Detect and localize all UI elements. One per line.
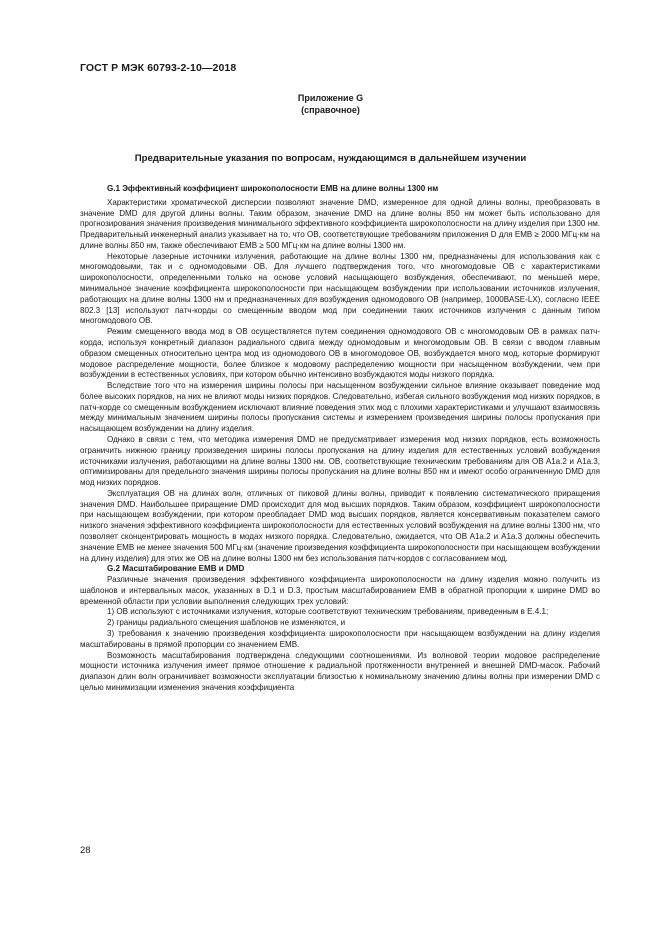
paragraph: Характеристики хроматической дисперсии позволяют значение DMD, измеренное для одной длины волны, преобразовать в значение DMD для другой длины волны. Таким образом, значение DMD на длине волны 850 нм может быть использовано для прогнозирования значения произведения минимального эффективного коэффициента широкополосности на длину изделия при 1300 нм. Предварительный инженерный анализ указывает на то, что OB, соответствующие требованиям приложения D для EMB ≥ 2000 МГц·км на длине волны 850 нм, также обеспечивают EMB ≥ 500 МГц·км на длине волны 1300 нм. — [80, 197, 600, 250]
section-g2-heading: G.2 Масштабирование EMB и DMD — [107, 564, 245, 574]
list-item: 2) границы радиального смещения шаблонов не изменяются, и — [107, 618, 346, 628]
paragraph: Режим смещенного ввода мод в OB осуществляется путем соединения одномодового OB с многомодовым OB в рамках патч-корда, используя конкретный диапазон радиального сдвига между одномодовым и многомодовым OB. В связи с вводом главным образом смещенных относительно центра мод из одномодового OB в многомодовое OB, возбуждается много мод, которые формируют модовое распределение мощности, более близкое к модовому распределению мощности при насыщенном возбуждении, чем при возбуждении в естественных условиях, при котором обычно интенсивно возбуждаются моды низкого порядка. — [80, 327, 600, 380]
appendix-label — [0, 93, 661, 116]
page-number: 28 — [80, 845, 91, 856]
paragraph: Некоторые лазерные источники излучения, работающие на длине волны 1300 нм, предназначены для использования как с многомодовыми, так и с одномодовыми OB. Для лучшего подтверждения того, что многомодовые OB с характеристиками широкополосности, определенными только на основе условий насыщающего возбуждения, обеспечивают, по меньшей мере, минимальное значение коэффициента широкополосности при насыщающем возбуждении при использовании источников излучения, работающих на длине волны 1300 нм и предназначенных для возбуждения одномодового OB (например, 1000BASE-LX), согласно IEEE 802.3 [13] используют патч-корды со смещенным вводом мод при соединении таких источников излучения с данным типом многомодового OB. — [80, 251, 600, 326]
appendix-note: (справочное) — [301, 104, 360, 115]
document-body — [80, 184, 600, 694]
main-title: Предварительные указания по вопросам, нуждающимся в дальнейшем изучении — [134, 153, 527, 164]
paragraph: Эксплуатация OB на длинах волн, отличных от пиковой длины волны, приводит к появлению систематического приращения значения DMD. Наибольшее приращение DMD происходит для мод высших порядков. Таким образом, коэффициент широкополосности при насыщающем возбуждении, при котором преобладает DMD мод высших порядков, является консервативным показателем самого низкого значения эффективного коэффициента широкополосности для естественных условий возбуждения на длине волны 1300 нм, что позволяет сконцентрировать мощность в модах низкого порядка. Следовательно, ожидается, что OB A1a.2 и A1a.3 должны обеспечить значение EMB не менее значения 500 МГц·км (значение произведения коэффициента широкополосности при насыщающем возбуждении на длину изделия) для этих же OB на длине волны 1300 нм без использования патч-кордов с согласованием мод. — [80, 488, 600, 563]
document-header: ГОСТ Р МЭК 60793-2-10—2018 — [80, 62, 237, 74]
paragraph: Вследствие того что на измерения ширины полосы при насыщенном возбуждении сильное влияние оказывает поведение мод более высоких порядков, на них не влияют моды низких порядков. Следовательно, избегая сильного возбуждения мод низких порядков, в патч-корде со смещенным возбуждением исключают влияние поведения этих мод с плохими характеристиками и улучшают взаимосвязь между минимальным значением ширины полосы пропускания системы и измерением произведения ширины полосы пропускания при насыщающем возбуждении на длину изделия. — [80, 381, 600, 434]
appendix-title: Приложение G — [297, 93, 364, 103]
paragraph: Однако в связи с тем, что методика измерения DMD не предусматривает измерения мод низких порядков, есть возможность ограничить нижнюю границу произведения ширины полосы пропускания на длину изделия для естественных условий возбуждения источниками излучения, работающими на длине волны 1300 нм. OB, соответствующие техническим требованиям для OB A1a.2 и A1a.3, оптимизированы для предельного значения ширины полосы пропускания на длине волны 850 нм и имеют особо ограниченную DMD для мод низких порядков. — [80, 434, 600, 488]
list-item: 3) требования к значению произведения коэффициента широкополосности при насыщающем возбуждении на длину изделия масштабированы в прямой пропорции со значением EMB. — [80, 629, 600, 649]
section-g1-heading: G.1 Эффективный коэффициент широкополосности EMB на длине волны 1300 нм — [107, 184, 439, 193]
paragraph: Возможность масштабирования подтверждена следующими соотношениями. Из волновой теории модовое распределение мощности источника излучения имеет прямое отношение к радиальной протяженности внутренней и внешней DMD-масок. Рабочий диапазон длин волн ограничивает возможности эксплуатации близостью к номинальному значению длины волны при измерении DMD с целью минимизации изменения значения коэффициента — [80, 650, 600, 692]
paragraph: Различные значения произведения эффективного коэффициента широкополосности на длину изделия можно получить из шаблонов и интервальных масок, указанных в D.1 и D.3, простым масштабированием EMB в обратной пропорции к ширине DMD во временной области при условии выполнения следующих трех условий: — [80, 575, 600, 606]
list-item: 1) OB используют с источниками излучения, которые соответствуют техническим требованиям, приведенным в Е.4.1; — [107, 607, 549, 617]
